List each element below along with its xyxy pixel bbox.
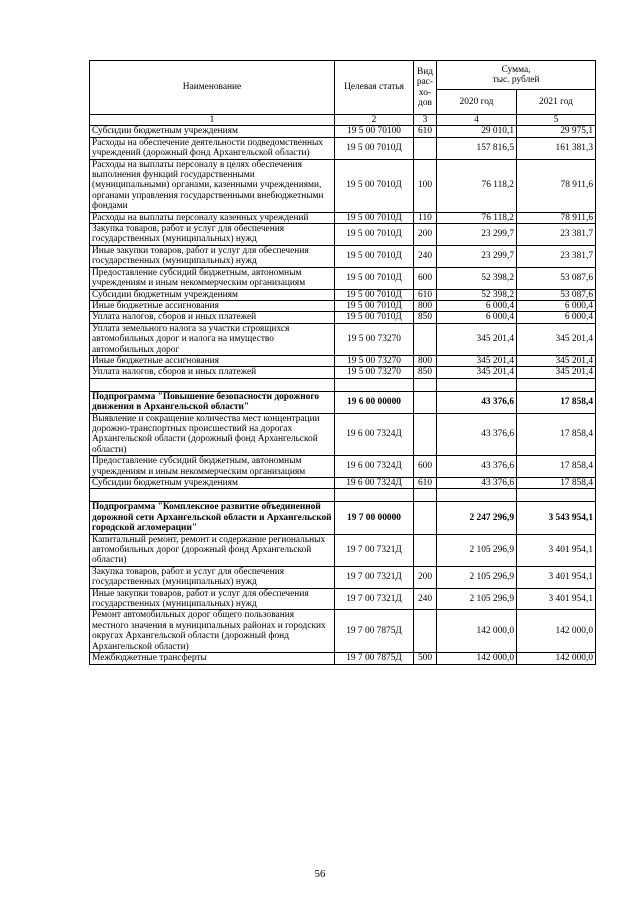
cell-target-article: 19 5 00 73270	[335, 367, 414, 378]
cell-sum-2021: 6 000,4	[517, 300, 596, 311]
cell-sum-2021: 3 401 954,1	[517, 566, 596, 588]
cell-expense-kind: 200	[414, 224, 437, 246]
cell-name: Предоставление субсидий бюджетным, автономным учреждениям и иным некоммерческим организациям	[90, 456, 335, 478]
cell-expense-kind	[414, 534, 437, 566]
header-sum	[437, 61, 596, 90]
cell-sum-2021: 29 975,1	[517, 126, 596, 137]
cell-sum-2021: 3 401 954,1	[517, 534, 596, 566]
cell-expense-kind: 600	[414, 267, 437, 289]
spacer-row	[90, 489, 596, 502]
cell-name: Субсидии бюджетным учреждениям	[90, 126, 335, 137]
cell-sum-2020: 76 118,2	[437, 212, 517, 223]
cell-name: Капитальный ремонт, ремонт и содержание региональных автомобильных дорог (дорожный фонд Архангельской области)	[90, 534, 335, 566]
empty-cell	[414, 489, 437, 502]
cell-target-article: 19 7 00 7321Д	[335, 566, 414, 588]
cell-target-article: 19 7 00 7321Д	[335, 534, 414, 566]
cell-target-article: 19 5 00 7010Д	[335, 137, 414, 159]
cell-sum-2021: 17 858,4	[517, 456, 596, 478]
table-row	[90, 534, 596, 566]
cell-name: Иные бюджетные ассигнования	[90, 300, 335, 311]
empty-cell	[90, 378, 335, 391]
cell-target-article: 19 7 00 00000	[335, 502, 414, 534]
cell-sum-2021: 17 858,4	[517, 478, 596, 489]
table-row	[90, 588, 596, 610]
cell-target-article: 19 5 00 7010Д	[335, 312, 414, 323]
cell-target-article: 19 5 00 7010Д	[335, 224, 414, 246]
table-row	[90, 478, 596, 489]
cell-expense-kind: 110	[414, 212, 437, 223]
cell-target-article: 19 5 00 73270	[335, 323, 414, 355]
cell-name: Уплата налогов, сборов и иных платежей	[90, 312, 335, 323]
cell-sum-2020: 43 376,6	[437, 391, 517, 413]
cell-target-article: 19 5 00 7010Д	[335, 289, 414, 300]
empty-cell	[517, 378, 596, 391]
cell-target-article: 19 7 00 7875Д	[335, 653, 414, 664]
cell-sum-2020: 2 247 296,9	[437, 502, 517, 534]
empty-cell	[414, 378, 437, 391]
column-number: 2	[335, 115, 414, 126]
cell-expense-kind: 100	[414, 159, 437, 212]
table-row	[90, 126, 596, 137]
cell-expense-kind: 610	[414, 126, 437, 137]
subprogram-row	[90, 391, 596, 413]
table-header	[90, 61, 596, 126]
cell-sum-2020: 345 201,4	[437, 367, 517, 378]
cell-name: Расходы на обеспечение деятельности подведомственных учреждений (дорожный фонд Архангельской области)	[90, 137, 335, 159]
cell-sum-2021: 6 000,4	[517, 312, 596, 323]
cell-sum-2020: 29 010,1	[437, 126, 517, 137]
cell-sum-2020: 142 000,0	[437, 610, 517, 653]
cell-expense-kind: 800	[414, 355, 437, 366]
cell-sum-2020: 43 376,6	[437, 456, 517, 478]
header-sum-line: тыс. рублей	[492, 75, 540, 85]
empty-cell	[437, 489, 517, 502]
cell-name: Закупка товаров, работ и услуг для обеспечения государственных (муниципальных) нужд	[90, 566, 335, 588]
table-row	[90, 456, 596, 478]
spacer-row	[90, 378, 596, 391]
cell-sum-2021: 3 543 954,1	[517, 502, 596, 534]
cell-sum-2021: 53 087,6	[517, 267, 596, 289]
table-row	[90, 224, 596, 246]
cell-sum-2021: 161 381,3	[517, 137, 596, 159]
header-year-2021: 2021 год	[517, 90, 596, 115]
table-row	[90, 289, 596, 300]
column-number: 5	[517, 115, 596, 126]
cell-sum-2021: 345 201,4	[517, 323, 596, 355]
cell-name: Расходы на выплаты персоналу казенных учреждений	[90, 212, 335, 223]
cell-target-article: 19 7 00 7875Д	[335, 610, 414, 653]
cell-sum-2020: 345 201,4	[437, 355, 517, 366]
table-row	[90, 413, 596, 456]
cell-sum-2021: 23 381,7	[517, 245, 596, 267]
table-row	[90, 355, 596, 366]
cell-expense-kind: 850	[414, 367, 437, 378]
cell-name: Закупка товаров, работ и услуг для обеспечения государственных (муниципальных) нужд	[90, 224, 335, 246]
cell-target-article: 19 5 00 70100	[335, 126, 414, 137]
cell-name: Межбюджетные трансферты	[90, 653, 335, 664]
cell-name: Уплата земельного налога за участки строящихся автомобильных дорог и налога на имущество автомобильных дорог	[90, 323, 335, 355]
cell-sum-2021: 23 381,7	[517, 224, 596, 246]
cell-sum-2020: 2 105 296,9	[437, 566, 517, 588]
cell-target-article: 19 5 00 7010Д	[335, 245, 414, 267]
cell-name: Иные закупки товаров, работ и услуг для обеспечения государственных (муниципальных) нужд	[90, 245, 335, 267]
header-name: Наименование	[90, 61, 335, 115]
cell-sum-2021: 3 401 954,1	[517, 588, 596, 610]
cell-target-article: 19 5 00 7010Д	[335, 212, 414, 223]
table-row	[90, 367, 596, 378]
cell-target-article: 19 5 00 7010Д	[335, 159, 414, 212]
cell-expense-kind: 500	[414, 653, 437, 664]
cell-name: Субсидии бюджетным учреждениям	[90, 289, 335, 300]
cell-name: Предоставление субсидий бюджетным, автономным учреждениям и иным некоммерческим организациям	[90, 267, 335, 289]
cell-sum-2020: 2 105 296,9	[437, 534, 517, 566]
column-number: 3	[414, 115, 437, 126]
cell-sum-2021: 142 000,0	[517, 653, 596, 664]
header-kind-line: Вид	[416, 66, 434, 77]
cell-name: Иные закупки товаров, работ и услуг для обеспечения государственных (муниципальных) нужд	[90, 588, 335, 610]
cell-sum-2020: 43 376,6	[437, 478, 517, 489]
cell-sum-2020: 6 000,4	[437, 300, 517, 311]
cell-target-article: 19 6 00 7324Д	[335, 456, 414, 478]
cell-expense-kind	[414, 610, 437, 653]
header-kind	[414, 61, 437, 115]
cell-target-article: 19 7 00 7321Д	[335, 588, 414, 610]
cell-expense-kind: 240	[414, 245, 437, 267]
table-row	[90, 159, 596, 212]
cell-sum-2020: 6 000,4	[437, 312, 517, 323]
subprogram-row	[90, 502, 596, 534]
cell-name: Подпрограмма "Повышение безопасности дорожного движения в Архангельской области"	[90, 391, 335, 413]
cell-sum-2021: 53 087,6	[517, 289, 596, 300]
cell-sum-2021: 142 000,0	[517, 610, 596, 653]
header-target: Целевая статья	[335, 61, 414, 115]
cell-sum-2020: 345 201,4	[437, 323, 517, 355]
cell-sum-2020: 142 000,0	[437, 653, 517, 664]
header-sum-line: Сумма,	[501, 64, 531, 75]
cell-expense-kind	[414, 391, 437, 413]
table-row	[90, 610, 596, 653]
cell-target-article: 19 5 00 7010Д	[335, 300, 414, 311]
cell-sum-2020: 23 299,7	[437, 224, 517, 246]
cell-name: Уплата налогов, сборов и иных платежей	[90, 367, 335, 378]
cell-sum-2021: 345 201,4	[517, 367, 596, 378]
budget-table	[89, 60, 596, 665]
cell-sum-2021: 78 911,6	[517, 159, 596, 212]
cell-target-article: 19 6 00 7324Д	[335, 413, 414, 456]
cell-sum-2020: 2 105 296,9	[437, 588, 517, 610]
cell-name: Расходы на выплаты персоналу в целях обеспечения выполнения функций государственными (муниципальными) органами, казенными учреждениями, органами управления государственными внебюджетными фондами	[90, 159, 335, 212]
column-number: 4	[437, 115, 517, 126]
cell-sum-2021: 78 911,6	[517, 212, 596, 223]
cell-expense-kind: 240	[414, 588, 437, 610]
table-row	[90, 267, 596, 289]
cell-sum-2020: 52 398,2	[437, 267, 517, 289]
cell-sum-2020: 23 299,7	[437, 245, 517, 267]
header-kind-line: хо-	[418, 87, 432, 98]
cell-sum-2020: 43 376,6	[437, 413, 517, 456]
page-number: 56	[314, 868, 326, 880]
empty-cell	[335, 378, 414, 391]
table-row	[90, 653, 596, 664]
column-number: 1	[90, 115, 335, 126]
cell-expense-kind	[414, 323, 437, 355]
cell-sum-2020: 52 398,2	[437, 289, 517, 300]
cell-name: Ремонт автомобильных дорог общего пользования местного значения в муниципальных районах и городских округах Архангельской области (дорожный фонд Архангельской области)	[90, 610, 335, 653]
cell-expense-kind: 610	[414, 478, 437, 489]
table-row	[90, 566, 596, 588]
empty-cell	[90, 489, 335, 502]
cell-expense-kind: 610	[414, 289, 437, 300]
cell-sum-2021: 17 858,4	[517, 413, 596, 456]
cell-target-article: 19 6 00 00000	[335, 391, 414, 413]
table-row	[90, 300, 596, 311]
cell-name: Субсидии бюджетным учреждениям	[90, 478, 335, 489]
cell-target-article: 19 5 00 73270	[335, 355, 414, 366]
cell-expense-kind: 600	[414, 456, 437, 478]
table-row	[90, 212, 596, 223]
cell-expense-kind	[414, 413, 437, 456]
cell-target-article: 19 6 00 7324Д	[335, 478, 414, 489]
cell-expense-kind: 850	[414, 312, 437, 323]
header-year-2020: 2020 год	[437, 90, 517, 115]
table-row	[90, 245, 596, 267]
header-kind-line: дов	[418, 97, 432, 108]
cell-name: Выявление и сокращение количества мест концентрации дорожно-транспортных происшествий на дорогах Архангельской области (дорожный фонд Архангельской области)	[90, 413, 335, 456]
table-row	[90, 312, 596, 323]
cell-expense-kind	[414, 137, 437, 159]
cell-expense-kind	[414, 502, 437, 534]
column-number-row	[90, 115, 596, 126]
cell-expense-kind: 200	[414, 566, 437, 588]
cell-name: Иные бюджетные ассигнования	[90, 355, 335, 366]
empty-cell	[437, 378, 517, 391]
empty-cell	[335, 489, 414, 502]
table-row	[90, 323, 596, 355]
table-row	[90, 137, 596, 159]
cell-sum-2021: 17 858,4	[517, 391, 596, 413]
table-body	[90, 126, 596, 664]
empty-cell	[517, 489, 596, 502]
cell-sum-2020: 157 816,5	[437, 137, 517, 159]
cell-expense-kind: 800	[414, 300, 437, 311]
header-kind-line: рас-	[416, 77, 434, 88]
cell-target-article: 19 5 00 7010Д	[335, 267, 414, 289]
cell-name: Подпрограмма "Комплексное развитие объединенной дорожной сети Архангельской области и Архангельской городской агломерации"	[90, 502, 335, 534]
cell-sum-2021: 345 201,4	[517, 355, 596, 366]
cell-sum-2020: 76 118,2	[437, 159, 517, 212]
